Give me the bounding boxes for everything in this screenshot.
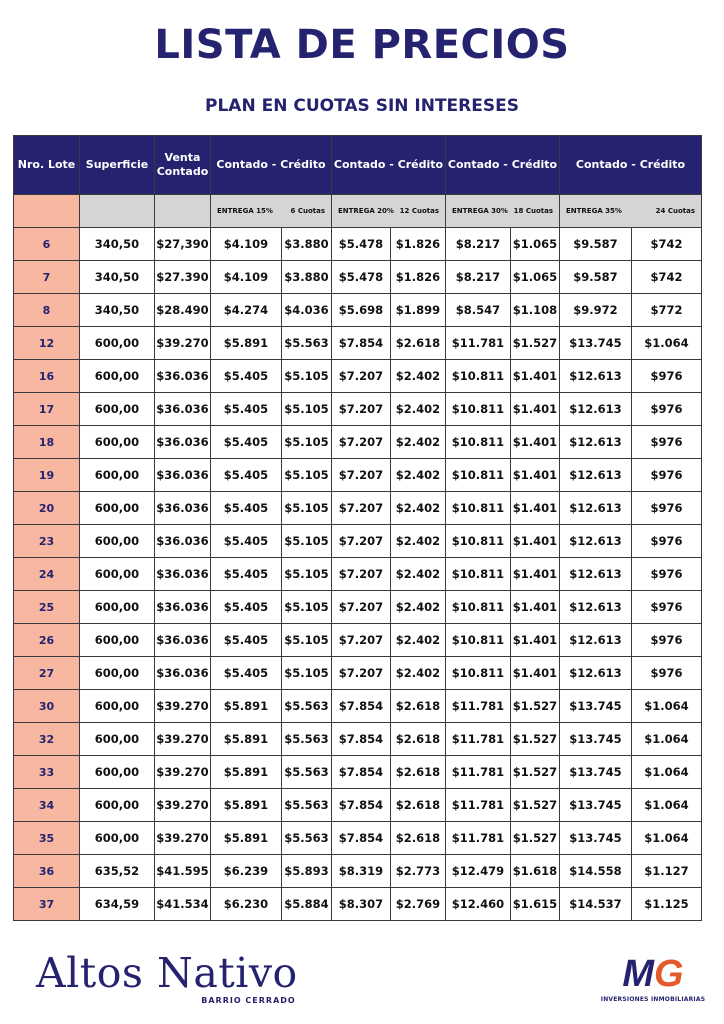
cell-cuota-24: $1.064: [632, 690, 702, 723]
cell-lote: 7: [14, 261, 80, 294]
mg-logo-mark: [598, 954, 708, 994]
table-row: [14, 657, 702, 690]
table-row: [14, 756, 702, 789]
cell-entrega-20: $7.854: [332, 327, 391, 360]
entrega-label: ENTREGA 30%: [452, 207, 508, 215]
table-row: [14, 789, 702, 822]
cell-lote: 12: [14, 327, 80, 360]
cell-cuota-12: $2.402: [391, 393, 446, 426]
cell-entrega-35: $13.745: [560, 690, 632, 723]
cell-entrega-15: $4.109: [211, 261, 282, 294]
table-row: [14, 855, 702, 888]
cell-cuota-12: $2.618: [391, 327, 446, 360]
subheader-plan-1: [211, 195, 332, 228]
table-row: [14, 393, 702, 426]
mg-logo-g: G: [654, 953, 684, 995]
cell-entrega-35: $13.745: [560, 327, 632, 360]
header-group-4: Contado - Crédito: [560, 136, 702, 195]
cell-cuota-18: $1.527: [511, 822, 560, 855]
cell-cuota-18: $1.527: [511, 327, 560, 360]
cell-entrega-30: $10.811: [446, 393, 511, 426]
cell-entrega-35: $9.587: [560, 228, 632, 261]
cell-cuota-6: $5.105: [282, 426, 332, 459]
cell-entrega-20: $7.207: [332, 558, 391, 591]
cell-cuota-18: $1.527: [511, 723, 560, 756]
cell-lote: 35: [14, 822, 80, 855]
cell-entrega-15: $5.891: [211, 756, 282, 789]
cell-cuota-6: $4.036: [282, 294, 332, 327]
cell-entrega-15: $5.405: [211, 525, 282, 558]
cell-cuota-6: $5.105: [282, 591, 332, 624]
cell-superficie: 600,00: [80, 789, 155, 822]
cell-entrega-20: $7.207: [332, 393, 391, 426]
cell-venta-contado: $27.390: [155, 261, 211, 294]
header-group-1: Contado - Crédito: [211, 136, 332, 195]
cell-venta-contado: $36.036: [155, 558, 211, 591]
cell-cuota-18: $1.065: [511, 261, 560, 294]
cell-entrega-30: $11.781: [446, 822, 511, 855]
brand-tagline: BARRIO CERRADO: [201, 996, 296, 1005]
cell-entrega-30: $10.811: [446, 624, 511, 657]
subheader-superficie-blank: [80, 195, 155, 228]
cell-cuota-12: $2.402: [391, 492, 446, 525]
cell-cuota-6: $5.563: [282, 723, 332, 756]
cell-entrega-35: $12.613: [560, 558, 632, 591]
cell-entrega-20: $7.207: [332, 492, 391, 525]
cell-superficie: 600,00: [80, 393, 155, 426]
subheader-plan-4: [560, 195, 702, 228]
cell-entrega-30: $10.811: [446, 657, 511, 690]
cell-cuota-24: $1.064: [632, 822, 702, 855]
table-row: [14, 723, 702, 756]
cell-cuota-18: $1.401: [511, 459, 560, 492]
cell-entrega-35: $13.745: [560, 756, 632, 789]
cell-venta-contado: $39.270: [155, 327, 211, 360]
cell-cuota-6: $5.105: [282, 657, 332, 690]
cell-venta-contado: $39.270: [155, 723, 211, 756]
cell-venta-contado: $36.036: [155, 393, 211, 426]
cell-entrega-15: $5.891: [211, 822, 282, 855]
cell-cuota-12: $2.402: [391, 624, 446, 657]
cell-superficie: 600,00: [80, 624, 155, 657]
cell-superficie: 600,00: [80, 525, 155, 558]
cell-cuota-12: $2.618: [391, 690, 446, 723]
cell-cuota-12: $2.618: [391, 789, 446, 822]
cell-lote: 18: [14, 426, 80, 459]
cell-entrega-20: $7.854: [332, 690, 391, 723]
cell-entrega-15: $4.109: [211, 228, 282, 261]
cell-superficie: 600,00: [80, 657, 155, 690]
cell-cuota-24: $976: [632, 624, 702, 657]
cell-superficie: 340,50: [80, 294, 155, 327]
cell-cuota-24: $1.064: [632, 723, 702, 756]
subheader-venta-blank: [155, 195, 211, 228]
cell-cuota-6: $5.105: [282, 492, 332, 525]
entrega-label: ENTREGA 35%: [566, 207, 622, 215]
cell-superficie: 634,59: [80, 888, 155, 921]
cell-cuota-18: $1.527: [511, 756, 560, 789]
cell-superficie: 600,00: [80, 723, 155, 756]
cell-superficie: 600,00: [80, 756, 155, 789]
cell-cuota-18: $1.401: [511, 492, 560, 525]
cell-entrega-30: $10.811: [446, 459, 511, 492]
cell-superficie: 600,00: [80, 690, 155, 723]
cell-superficie: 600,00: [80, 558, 155, 591]
cell-entrega-20: $5.478: [332, 228, 391, 261]
cell-cuota-12: $2.402: [391, 591, 446, 624]
table-row: [14, 822, 702, 855]
cell-entrega-30: $11.781: [446, 756, 511, 789]
cell-cuota-6: $5.105: [282, 393, 332, 426]
cell-cuota-24: $976: [632, 657, 702, 690]
cell-venta-contado: $28.490: [155, 294, 211, 327]
cell-entrega-15: $5.405: [211, 657, 282, 690]
cell-entrega-20: $7.854: [332, 756, 391, 789]
table-row: [14, 624, 702, 657]
cell-cuota-24: $772: [632, 294, 702, 327]
cell-entrega-35: $12.613: [560, 492, 632, 525]
cell-cuota-6: $5.105: [282, 525, 332, 558]
cell-entrega-20: $7.207: [332, 426, 391, 459]
cell-entrega-15: $5.405: [211, 492, 282, 525]
cell-lote: 20: [14, 492, 80, 525]
cell-entrega-15: $5.405: [211, 591, 282, 624]
cell-cuota-12: $2.618: [391, 822, 446, 855]
table-row: [14, 888, 702, 921]
table-row: [14, 591, 702, 624]
cell-entrega-35: $9.972: [560, 294, 632, 327]
cell-cuota-6: $3.880: [282, 261, 332, 294]
cell-superficie: 600,00: [80, 327, 155, 360]
cell-cuota-24: $976: [632, 591, 702, 624]
cell-entrega-35: $12.613: [560, 591, 632, 624]
cell-entrega-20: $7.854: [332, 789, 391, 822]
page-title: LISTA DE PRECIOS: [154, 22, 570, 68]
header-group-3: Contado - Crédito: [446, 136, 560, 195]
cell-superficie: 600,00: [80, 591, 155, 624]
cell-entrega-15: $5.891: [211, 327, 282, 360]
cell-cuota-18: $1.401: [511, 591, 560, 624]
cell-cuota-12: $1.899: [391, 294, 446, 327]
cell-cuota-6: $5.563: [282, 756, 332, 789]
cell-cuota-18: $1.401: [511, 426, 560, 459]
cell-venta-contado: $36.036: [155, 591, 211, 624]
cell-entrega-15: $5.405: [211, 624, 282, 657]
cell-cuota-18: $1.401: [511, 525, 560, 558]
cell-cuota-18: $1.401: [511, 657, 560, 690]
cell-entrega-35: $12.613: [560, 459, 632, 492]
cell-cuota-18: $1.401: [511, 624, 560, 657]
cell-entrega-30: $10.811: [446, 591, 511, 624]
table-row: [14, 426, 702, 459]
cell-cuota-12: $1.826: [391, 261, 446, 294]
subheader-lote-blank: [14, 195, 80, 228]
cell-cuota-24: $1.064: [632, 789, 702, 822]
cell-entrega-20: $7.207: [332, 525, 391, 558]
cell-entrega-30: $10.811: [446, 360, 511, 393]
cell-superficie: 635,52: [80, 855, 155, 888]
cell-entrega-15: $5.405: [211, 426, 282, 459]
cell-entrega-30: $12.460: [446, 888, 511, 921]
cell-venta-contado: $41.595: [155, 855, 211, 888]
cell-cuota-12: $2.618: [391, 723, 446, 756]
cell-entrega-15: $6.230: [211, 888, 282, 921]
cell-superficie: 600,00: [80, 426, 155, 459]
cell-lote: 8: [14, 294, 80, 327]
subheader-plan-3: [446, 195, 560, 228]
cell-venta-contado: $39.270: [155, 789, 211, 822]
cell-cuota-24: $1.127: [632, 855, 702, 888]
cell-superficie: 340,50: [80, 261, 155, 294]
cell-cuota-12: $2.402: [391, 426, 446, 459]
cell-superficie: 340,50: [80, 228, 155, 261]
cell-cuota-6: $5.563: [282, 690, 332, 723]
cell-entrega-35: $14.537: [560, 888, 632, 921]
cell-lote: 33: [14, 756, 80, 789]
cell-entrega-35: $12.613: [560, 393, 632, 426]
cell-entrega-30: $11.781: [446, 789, 511, 822]
cell-entrega-30: $10.811: [446, 492, 511, 525]
cell-lote: 27: [14, 657, 80, 690]
header-group-2: Contado - Crédito: [332, 136, 446, 195]
cell-cuota-6: $5.105: [282, 624, 332, 657]
cell-lote: 17: [14, 393, 80, 426]
cell-entrega-35: $13.745: [560, 723, 632, 756]
cell-cuota-6: $5.563: [282, 789, 332, 822]
table-row: [14, 294, 702, 327]
entrega-label: ENTREGA 20%: [338, 207, 394, 215]
header-venta-contado: Venta Contado: [155, 136, 211, 195]
cell-cuota-24: $1.125: [632, 888, 702, 921]
cell-cuota-6: $5.105: [282, 360, 332, 393]
header-lote: Nro. Lote: [14, 136, 80, 195]
cell-cuota-18: $1.065: [511, 228, 560, 261]
cell-cuota-24: $976: [632, 393, 702, 426]
cell-cuota-12: $2.402: [391, 558, 446, 591]
cell-entrega-20: $8.319: [332, 855, 391, 888]
cell-venta-contado: $36.036: [155, 360, 211, 393]
cell-entrega-30: $8.547: [446, 294, 511, 327]
cell-entrega-20: $7.207: [332, 591, 391, 624]
cell-entrega-20: $5.478: [332, 261, 391, 294]
cell-superficie: 600,00: [80, 822, 155, 855]
altos-nativo-logo: [36, 949, 298, 1005]
cell-entrega-30: $10.811: [446, 558, 511, 591]
table-row: [14, 261, 702, 294]
cell-entrega-15: $5.891: [211, 723, 282, 756]
cell-cuota-12: $2.402: [391, 360, 446, 393]
cell-superficie: 600,00: [80, 360, 155, 393]
cell-venta-contado: $39.270: [155, 822, 211, 855]
cell-lote: 37: [14, 888, 80, 921]
cell-entrega-30: $10.811: [446, 525, 511, 558]
cell-venta-contado: $36.036: [155, 657, 211, 690]
table-row: [14, 558, 702, 591]
cell-entrega-15: $5.405: [211, 393, 282, 426]
cell-cuota-18: $1.527: [511, 690, 560, 723]
cell-entrega-30: $11.781: [446, 723, 511, 756]
cell-cuota-24: $976: [632, 459, 702, 492]
table-row: [14, 459, 702, 492]
table-row: [14, 228, 702, 261]
cell-venta-contado: $36.036: [155, 459, 211, 492]
cell-cuota-12: $2.773: [391, 855, 446, 888]
cell-entrega-35: $14.558: [560, 855, 632, 888]
cell-cuota-6: $5.884: [282, 888, 332, 921]
cell-venta-contado: $39.270: [155, 756, 211, 789]
cell-cuota-24: $976: [632, 426, 702, 459]
cuotas-label: 18 Cuotas: [513, 207, 553, 215]
cell-entrega-15: $4.274: [211, 294, 282, 327]
cell-cuota-18: $1.401: [511, 558, 560, 591]
cell-venta-contado: $36.036: [155, 525, 211, 558]
cell-cuota-24: $976: [632, 558, 702, 591]
cuotas-label: 24 Cuotas: [655, 207, 695, 215]
mg-tagline: INVERSIONES INMOBILIARIAS: [600, 996, 706, 1003]
price-table: [13, 135, 702, 921]
cell-entrega-30: $12.479: [446, 855, 511, 888]
cell-cuota-18: $1.618: [511, 855, 560, 888]
cell-entrega-15: $5.405: [211, 558, 282, 591]
cuotas-label: 12 Cuotas: [399, 207, 439, 215]
header-superficie: Superficie: [80, 136, 155, 195]
table-header-row: [14, 136, 702, 195]
cell-cuota-6: $5.893: [282, 855, 332, 888]
table-row: [14, 690, 702, 723]
cell-entrega-15: $5.891: [211, 789, 282, 822]
cell-lote: 36: [14, 855, 80, 888]
cell-lote: 34: [14, 789, 80, 822]
cell-entrega-30: $8.217: [446, 228, 511, 261]
mg-logo: [598, 954, 708, 1003]
cell-cuota-12: $2.618: [391, 756, 446, 789]
cell-cuota-12: $1.826: [391, 228, 446, 261]
cell-venta-contado: $41.534: [155, 888, 211, 921]
cell-cuota-6: $5.105: [282, 558, 332, 591]
cell-cuota-18: $1.615: [511, 888, 560, 921]
mg-logo-m: M: [622, 953, 655, 995]
cell-venta-contado: $27,390: [155, 228, 211, 261]
cell-superficie: 600,00: [80, 459, 155, 492]
cell-cuota-24: $1.064: [632, 756, 702, 789]
cell-lote: 19: [14, 459, 80, 492]
cell-cuota-18: $1.401: [511, 393, 560, 426]
cell-cuota-18: $1.108: [511, 294, 560, 327]
subheader-plan-2: [332, 195, 446, 228]
cell-entrega-15: $5.405: [211, 459, 282, 492]
cell-entrega-20: $7.854: [332, 822, 391, 855]
cell-cuota-24: $976: [632, 492, 702, 525]
cell-cuota-24: $976: [632, 525, 702, 558]
cell-entrega-35: $12.613: [560, 426, 632, 459]
cell-cuota-18: $1.527: [511, 789, 560, 822]
cell-entrega-35: $9.587: [560, 261, 632, 294]
cell-cuota-12: $2.402: [391, 525, 446, 558]
cell-entrega-35: $12.613: [560, 624, 632, 657]
cell-venta-contado: $36.036: [155, 426, 211, 459]
cell-lote: 6: [14, 228, 80, 261]
cell-entrega-20: $5.698: [332, 294, 391, 327]
cuotas-label: 6 Cuotas: [290, 207, 325, 215]
cell-cuota-6: $5.563: [282, 822, 332, 855]
table-body: [14, 228, 702, 921]
cell-cuota-12: $2.402: [391, 459, 446, 492]
cell-venta-contado: $36.036: [155, 624, 211, 657]
cell-lote: 16: [14, 360, 80, 393]
entrega-label: ENTREGA 15%: [217, 207, 273, 215]
cell-cuota-24: $976: [632, 360, 702, 393]
table-row: [14, 360, 702, 393]
cell-entrega-20: $7.207: [332, 657, 391, 690]
cell-cuota-24: $742: [632, 228, 702, 261]
cell-venta-contado: $39.270: [155, 690, 211, 723]
cell-entrega-30: $11.781: [446, 690, 511, 723]
cell-cuota-6: $3.880: [282, 228, 332, 261]
cell-cuota-6: $5.105: [282, 459, 332, 492]
cell-venta-contado: $36.036: [155, 492, 211, 525]
cell-superficie: 600,00: [80, 492, 155, 525]
cell-cuota-6: $5.563: [282, 327, 332, 360]
table-subheader-row: [14, 195, 702, 228]
cell-lote: 24: [14, 558, 80, 591]
cell-entrega-35: $13.745: [560, 822, 632, 855]
cell-lote: 25: [14, 591, 80, 624]
brand-name: Altos Nativo: [36, 949, 298, 997]
table-row: [14, 327, 702, 360]
cell-entrega-20: $8.307: [332, 888, 391, 921]
cell-entrega-35: $13.745: [560, 789, 632, 822]
cell-cuota-24: $1.064: [632, 327, 702, 360]
cell-entrega-15: $6.239: [211, 855, 282, 888]
cell-entrega-35: $12.613: [560, 525, 632, 558]
cell-entrega-35: $12.613: [560, 360, 632, 393]
cell-entrega-20: $7.854: [332, 723, 391, 756]
cell-entrega-35: $12.613: [560, 657, 632, 690]
page-subtitle: PLAN EN CUOTAS SIN INTERESES: [205, 96, 519, 116]
cell-entrega-30: $11.781: [446, 327, 511, 360]
cell-cuota-12: $2.402: [391, 657, 446, 690]
cell-entrega-20: $7.207: [332, 459, 391, 492]
cell-lote: 26: [14, 624, 80, 657]
cell-entrega-30: $10.811: [446, 426, 511, 459]
cell-lote: 30: [14, 690, 80, 723]
cell-entrega-20: $7.207: [332, 624, 391, 657]
cell-entrega-15: $5.405: [211, 360, 282, 393]
cell-entrega-15: $5.891: [211, 690, 282, 723]
cell-entrega-20: $7.207: [332, 360, 391, 393]
cell-entrega-30: $8.217: [446, 261, 511, 294]
cell-cuota-12: $2.769: [391, 888, 446, 921]
cell-cuota-24: $742: [632, 261, 702, 294]
cell-lote: 23: [14, 525, 80, 558]
table-row: [14, 525, 702, 558]
table-row: [14, 492, 702, 525]
cell-cuota-18: $1.401: [511, 360, 560, 393]
cell-lote: 32: [14, 723, 80, 756]
